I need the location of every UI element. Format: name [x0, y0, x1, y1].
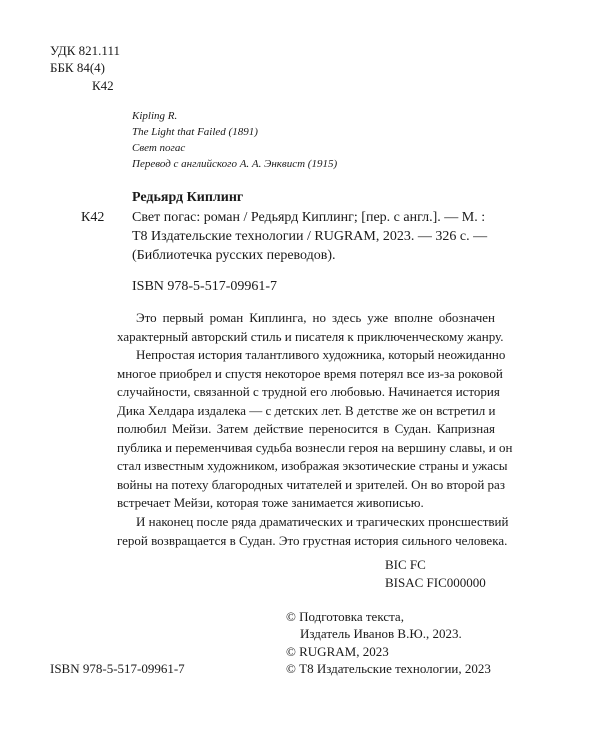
catalog-line-1: Свет погас: роман / Редьярд Киплинг; [пер. с англ.]. — М. : — [132, 210, 486, 225]
catalog-line-3: (Библиотечка русских переводов). — [132, 248, 336, 263]
original-title: The Light that Failed (1891) — [132, 126, 258, 138]
annotation-line: Это первый роман Киплинга, но здесь уже вполне обозначен — [136, 310, 495, 325]
translation-note: Перевод с английского А. А. Энквист (1915) — [132, 158, 338, 170]
catalog-mark: К42 — [81, 210, 105, 225]
author-mark-top: К42 — [92, 78, 114, 93]
annotation-line: характерный авторский стиль и писателя к приключенческому жанру. — [117, 328, 504, 344]
footer-isbn: ISBN 978-5-517-09961-7 — [50, 661, 185, 676]
annotation-paragraph-2 — [117, 346, 513, 513]
catalog-line-2: Т8 Издательские технологии / RUGRAM, 2023. — 326 с. — — [132, 229, 488, 244]
annotation-line: многое приобрел и спустя некоторое время потерял все из-за роковой — [117, 365, 503, 381]
original-author: Kipling R. — [132, 110, 178, 122]
udk-code: УДК 821.111 — [50, 43, 120, 58]
annotation-paragraph-1 — [117, 309, 504, 346]
annotation-line: полюбил Мейзи. Затем действие переносится в Судан. Капризная — [117, 421, 495, 436]
annotation-paragraph-3 — [117, 513, 509, 550]
annotation-line: войны на потеху благородных читателей и зрителей. Он во второй раз — [117, 476, 505, 492]
annotation-line: герой возвращается в Судан. Это грустная история сильного человека. — [117, 532, 508, 548]
annotation-line: Дика Хелдара издалека — с детских лет. В детстве же он встретил и — [117, 402, 496, 418]
annotation-line: И наконец после ряда драматических и трагических пронсшествий — [136, 514, 509, 529]
copyright-line-2: Издатель Иванов В.Ю., 2023. — [300, 626, 462, 641]
copyright-line-4: © Т8 Издательские технологии, 2023 — [286, 661, 491, 676]
copyright-line-3: © RUGRAM, 2023 — [286, 644, 389, 659]
catalog-isbn: ISBN 978-5-517-09961-7 — [132, 279, 278, 294]
bisac-code: BISAC FIC000000 — [385, 575, 486, 590]
annotation-line: публика и переменчивая судьба вознесли героя на вершину славы, и он — [117, 439, 513, 455]
copyright-line-1: © Подготовка текста, — [286, 609, 404, 624]
bbk-code: ББК 84(4) — [50, 60, 106, 75]
russian-title: Свет погас — [132, 142, 186, 154]
bic-code: BIC FC — [385, 557, 426, 572]
annotation-line: встречает Мейзи, которая тоже занимается живописью. — [117, 495, 424, 510]
annotation-line: Непростая история талантливого художника, который неожиданно — [136, 347, 506, 362]
annotation-line: случайности, связанной с трудной его любовью. Начинается история — [117, 384, 500, 399]
annotation-line: стал известным художником, изображая экзотические страны и ужасы — [117, 458, 508, 473]
catalog-heading: Редьярд Киплинг — [132, 190, 244, 205]
